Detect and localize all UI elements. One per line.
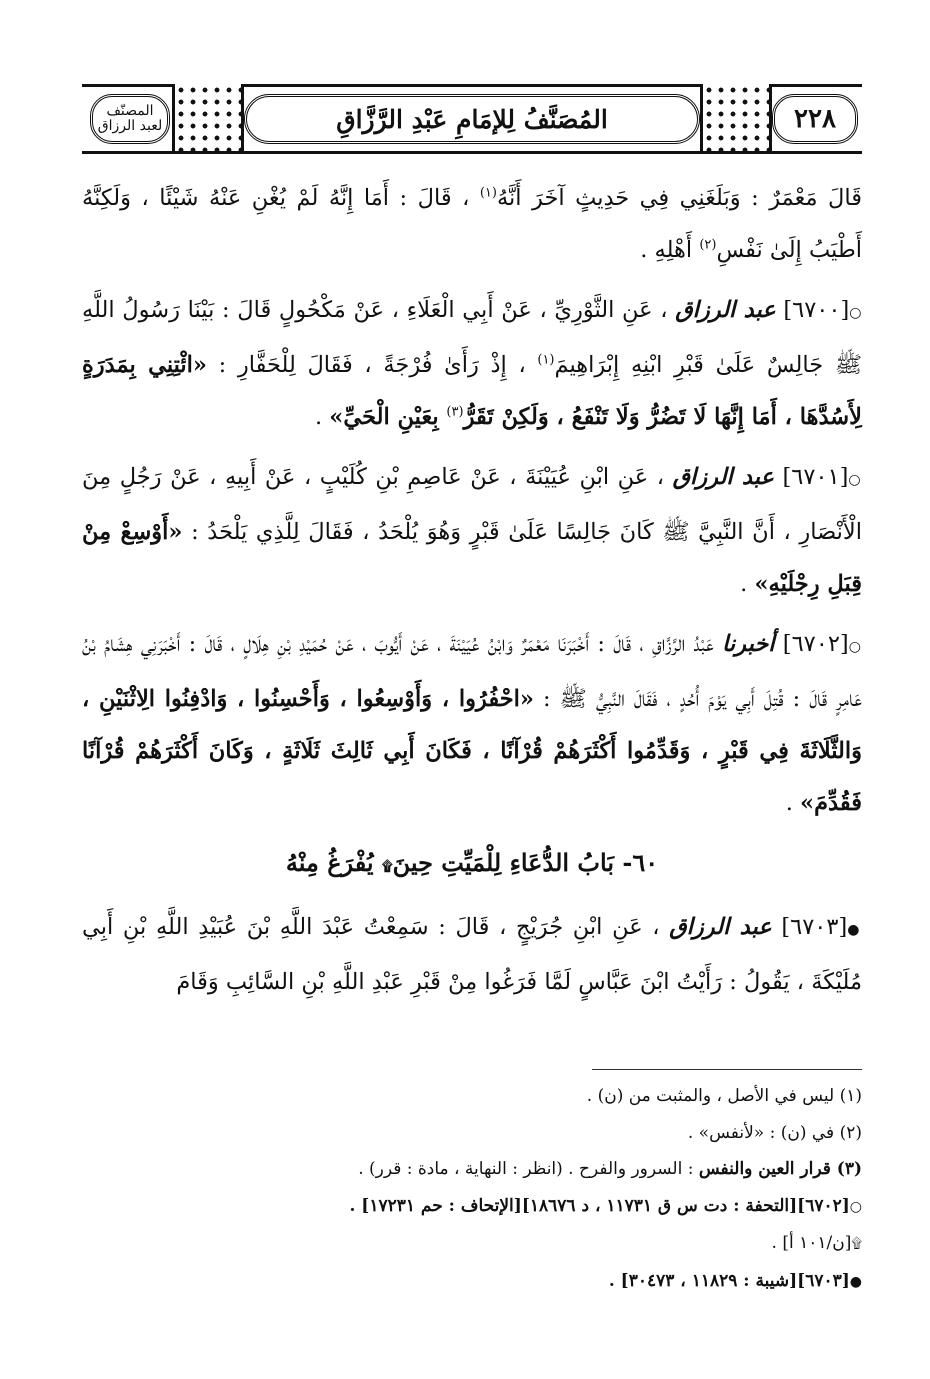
prophetic-quote: «أَوْسِعْ مِنْ قِبَلِ رِجْلَيْهِ» [82,519,862,597]
hollow-circle-icon: ○ [848,639,862,655]
hollow-circle-icon: ○ [849,305,862,321]
narrator-name: عبد الرزاق [675,297,776,323]
narrator-name: عبد الرزاق [672,464,774,490]
hadith-number: [٦٧٠٠] [783,297,850,323]
footnote-ref: (٢) [699,237,717,253]
footnote-1: (١) ليس في الأصل ، والمثبت من (ن) . [586,1086,862,1106]
main-text [82,172,862,1016]
series-badge: المصنّف لعبد الرزاق [90,94,170,144]
paragraph-continued: قَالَ مَعْمَرٌ : وَبَلَغَنِي فِي حَدِيثٍ آخَرَ أَنَّهُ$^{(١)}$ ، قَالَ : أَمَا إِنَّهُ لَمْ يُغْنِ عَنْهُ شَيْئًا ، وَلَكِنَّهُ أَطْيَبُ إِلَىٰ نَفْسِ$^{(٢)}$ أَهْلِهِ . [82,185,862,263]
footnote-separator [592,1069,862,1070]
footnote-3: (٣) قرار العين والنفس : السرور والفرح . (انظر : النهاية ، مادة : قرر) . [358,1159,862,1179]
folio-mark-icon: ۩ [381,859,393,875]
header-ornament-left [172,84,244,154]
running-header [82,84,862,154]
footnote-ref: (٣) [446,404,464,420]
hadith-6702: ○[٦٧٠٢] أخبرنا عَبْدُ الرَّزَّاقِ ، قَالَ : أَخْبَرَنَا مَعْمَرٌ وَابْنُ عُيَيْنَةَ ، عَنْ أَيُّوبَ ، عَنْ حُمَيْدِ بْنِ هِلَالٍ ، قَالَ : أَخْبَرَنِي هِشَامُ بْنُ عَامِرٍ قَالَ : قُتِلَ أَبِي يَوْمَ أُحُدٍ ، فَقَالَ النَّبِيُّ ﷺ : «احْفُرُوا ، وَأَوْسِعُوا ، وَأَحْسِنُوا ، وَادْفِنُوا الِاثْنَيْنِ ، وَالثَّلَاثَةَ فِي قَبْرٍ ، وَقَدِّمُوا أَكْثَرَهُمْ قُرْآنًا ، فَكَانَ أَبِي ثَالِثَ ثَلَاثَةٍ ، وَكَانَ أَكْثَرَهُمْ قُرْآنًا فَقُدِّمَ» . [82,631,862,816]
footnote-2: (٢) في (ن) : «لأنفس» . [687,1122,862,1143]
hadith-6700: ○[٦٧٠٠] عبد الرزاق ، عَنِ الثَّوْرِيِّ ، عَنْ أَبِي الْعَلَاءِ ، عَنْ مَكْحُولٍ قَالَ : بَيْنَا رَسُولُ اللَّهِ ﷺ جَالِسٌ عَلَىٰ قَبْرِ ابْنِهِ إِبْرَاهِيمَ$^{(١)}$ ، إِذْ رَأَىٰ فُرْجَةً ، فَقَالَ لِلْحَفَّارِ : «ائْتِنِي بِمَدَرَةٍ لِأَسُدَّهَا ، أَمَا إِنَّهَا لَا تَضُرُّ وَلَا تَنْفَعُ ، وَلَكِنْ تَقَرُّ$^{(٣)}$ بِعَيْنِ الْحَيِّ» . [82,297,862,430]
hadith-number: [٦٧٠٢] [782,631,849,657]
hadith-number: [٦٧٠١] [782,464,849,490]
folio-mark-icon: ۩ [851,1236,862,1252]
footnotes [82,1078,862,1300]
narrator-name: عبد الرزاق [669,914,772,940]
prophetic-quote: «احْفُرُوا ، وَأَوْسِعُوا ، وَأَحْسِنُوا ، وَادْفِنُوا الِاثْنَيْنِ ، وَالثَّلَاثَةَ فِي قَبْرٍ ، وَقَدِّمُوا أَكْثَرَهُمْ قُرْآنًا ، فَكَانَ أَبِي ثَالِثَ ثَلَاثَةٍ ، وَكَانَ أَكْثَرَهُمْ قُرْآنًا فَقُدِّمَ» [82,686,862,816]
footnote-takhrij-6702: ○[٦٧٠٢][التحفة : دت س ق ١١٧٣١ ، د ١٨٦٧٦][الإتحاف : حم ١٧٢٣١] . [349,1195,862,1216]
hadith-number: [٦٧٠٣] [781,914,848,940]
header-ornament-right [700,84,772,154]
filled-circle-icon: ● [849,1273,862,1290]
hollow-circle-icon: ○ [849,1198,862,1215]
page-number: ٢٢٨ [772,94,858,144]
hadith-6701: ○[٦٧٠١] عبد الرزاق ، عَنِ ابْنِ عُيَيْنَةَ ، عَنْ عَاصِمِ بْنِ كُلَيْبٍ ، عَنْ أَبِيهِ ، عَنْ رَجُلٍ مِنَ الْأَنْصَارِ ، أَنَّ النَّبِيَّ ﷺ كَانَ جَالِسًا عَلَىٰ قَبْرٍ وَهُوَ يُلْحَدُ ، فَقَالَ لِلَّذِي يَلْحَدُ : «أَوْسِعْ مِنْ قِبَلِ رِجْلَيْهِ» . [82,464,862,597]
footnote-folio: ۩[ن/١٠١ أ] . [771,1233,862,1253]
hadith-6703: ●[٦٧٠٣] عبد الرزاق ، عَنِ ابْنِ جُرَيْجٍ ، قَالَ : سَمِعْتُ عَبْدَ اللَّهِ بْنَ عُبَيْدِ اللَّهِ بْنِ أَبِي مُلَيْكَةَ ، يَقُولُ : رَأَيْتُ ابْنَ عَبَّاسٍ لَمَّا فَرَغُوا مِنْ قَبْرِ عَبْدِ اللَّهِ بْنِ السَّائِبِ وَقَامَ [82,914,862,995]
footnote-ref: (١) [537,352,555,368]
filled-circle-icon: ● [847,922,862,938]
header-bottom-rule [82,151,862,154]
footnote-takhrij-6703: ●[٦٧٠٣][شيبة : ١١٨٢٩ ، ٣٠٤٧٣] . [608,1270,862,1291]
header-title: المُصَنَّفُ لِلإمَامِ عَبْدِ الرَّزَّاقِ [244,94,700,144]
footnote-ref: (١) [479,185,497,201]
narration-verb: أخبرنا [722,631,775,657]
chapter-heading: ٦٠- بَابُ الدُّعَاءِ لِلْمَيِّتِ حِينَ۩ يُفْرَغُ مِنْهُ [285,848,659,877]
hollow-circle-icon: ○ [848,472,862,488]
prophetic-quote: «ائْتِنِي بِمَدَرَةٍ لِأَسُدَّهَا ، أَمَا إِنَّهَا لَا تَضُرُّ وَلَا تَنْفَعُ ، وَلَكِنْ تَقَرُّ [82,352,862,430]
